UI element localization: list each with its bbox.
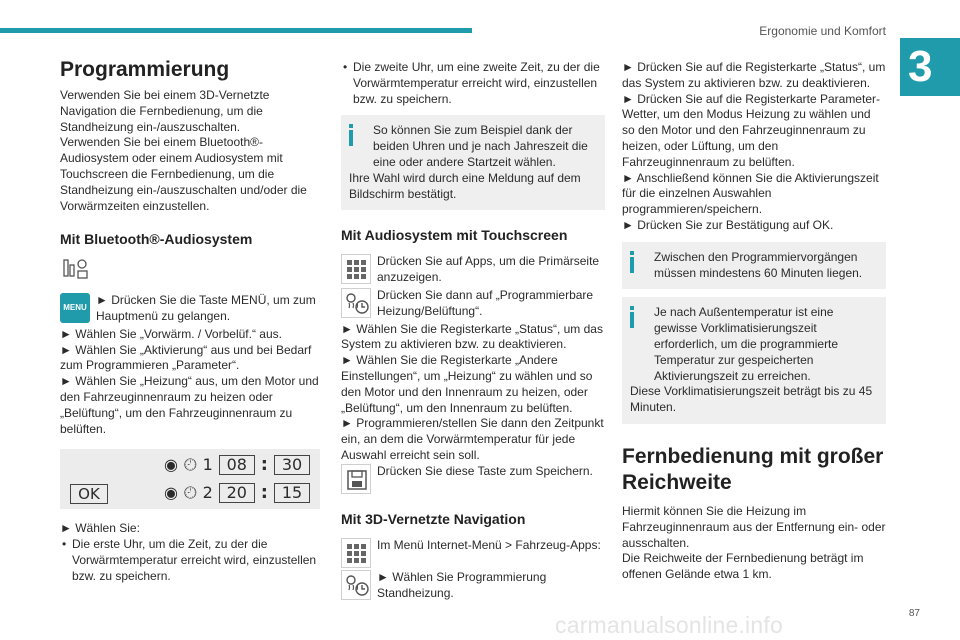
info-box-interval [622, 242, 886, 290]
step-activation-time: ► Anschließend können Sie die Aktivierungszeit für die einzelnen Auswahlen programmieren/speichern. [622, 170, 879, 217]
nav-step-row [341, 570, 605, 602]
step-parameter-wetter: ► Drücken Sie auf die Registerkarte Parameter-Wetter, um den Modus Heizung zu wählen und so den Motor und den Fahrzeuginnenraum zu heizen, oder Lüftung, um den Fahrzeuginnenraum zu belüften. [622, 91, 880, 169]
column-left [60, 50, 320, 585]
step-confirm-ok: ► Drücken Sie zur Bestätigung auf OK. [622, 217, 834, 232]
heading-3d-navigation: Mit 3D-Vernetzte Navigation [341, 510, 526, 527]
info-preconditioning-text-2: Diese Vorklimatisierungszeit beträgt bis zu 45 Minuten. [630, 384, 873, 415]
heating-step-row [341, 288, 605, 320]
info-icon [349, 124, 354, 148]
heading-touchscreen: Mit Audiosystem mit Touchscreen [341, 227, 568, 244]
clock-icon: 🕘︎ [183, 455, 197, 475]
step-select-vorwaerm: ► Wählen Sie „Vorwärm. / Vorbelüf.“ aus. [60, 326, 282, 341]
step-status-tab: ► Wählen Sie die Registerkarte „Status“, um das System zu aktivieren bzw. zu deaktivieren. [341, 321, 603, 352]
intro-paragraph-2: Verwenden Sie bei einem Bluetooth®-Audiosystem oder einem Audiosystem mit Touchscreen die Fernbedienung, um die Standheizung ein-/auszuschalten und/oder die Vorwärmzeiten einzustellen. [60, 135, 307, 213]
save-disk-icon [341, 464, 371, 494]
clock-2-separator: : [260, 482, 268, 504]
apps-step-row [341, 254, 605, 286]
info-box-clocks [341, 115, 605, 210]
radio-selected-icon: ◉ [163, 483, 178, 503]
section-title-fernbedienung: Fernbedienung mit großer Reichweite [622, 444, 884, 494]
clock-1-minute: 30 [274, 455, 310, 475]
heating-ventilation-icon [341, 288, 371, 318]
step-select-aktivierung: ► Wählen Sie „Aktivierung“ aus und bei Bedarf zum Programmieren „Parameter“. [60, 342, 312, 373]
remote-paragraph-2: Die Reichweite der Fernbedienung beträgt im offenen Gelände etwa 1 km. [622, 551, 864, 582]
ok-button-graphic: OK [70, 484, 108, 504]
clock-row-2 [70, 481, 310, 505]
column-right [622, 50, 886, 583]
info-icon [630, 251, 635, 275]
nav-menu-row [341, 538, 605, 568]
clock-1-separator: : [260, 454, 268, 476]
menu-step-row [60, 293, 320, 325]
clock-icon: 🕘︎ [183, 483, 197, 503]
step-press-menu: ► Drücken Sie die Taste MENÜ, um zum Hauptmenü zu gelangen. [96, 293, 316, 323]
info-interval-text: Zwischen den Programmiervorgängen müssen mindestens 60 Minuten liegen. [654, 249, 863, 280]
header-accent-bar [0, 28, 472, 33]
step-select-programmierung: ► Wählen Sie Programmierung Standheizung. [377, 569, 547, 600]
clock-settings-panel [60, 449, 320, 509]
nav-menu-path: Im Menü Internet-Menü > Fahrzeug-Apps: [377, 537, 601, 552]
heating-ventilation-icon [341, 570, 371, 600]
step-select-heizung: ► Wählen Sie „Heizung“ aus, um den Motor und den Fahrzeuginnenraum zu heizen oder „Belüftung“, um den Fahrzeuginnenraum zu belüften. [60, 374, 319, 436]
step-choose: ► Wählen Sie: [60, 521, 140, 536]
choice-list [60, 537, 320, 584]
step-press-apps: Drücken Sie auf Apps, um die Primärseite anzuzeigen. [377, 254, 600, 285]
info-icon [630, 306, 635, 330]
apps-grid-icon [341, 254, 371, 284]
chapter-title: Ergonomie und Komfort [759, 24, 886, 38]
chapter-number: 3 [900, 38, 960, 96]
step-program-time: ► Programmieren/stellen Sie dann den Zeitpunkt ein, an dem die Vorwärmtemperatur für jede Auswahl erreicht sein soll. [341, 416, 604, 462]
info-clocks-text-1: So können Sie zum Beispiel dank der beiden Uhren und je nach Jahreszeit die eine oder andere Startzeit wählen. [373, 123, 588, 169]
choice-first-clock: • Die erste Uhr, um die Zeit, zu der die Vorwärmtemperatur erreicht wird, einzustellen bzw. zu speichern. [60, 537, 320, 584]
apps-grid-icon [341, 538, 371, 568]
heading-bluetooth-audiosystem: Mit Bluetooth®-Audiosystem [60, 231, 253, 248]
watermark: carmanualsonline.info [555, 612, 783, 638]
clock-2-hour: 20 [219, 483, 255, 503]
info-clocks-text-2: Ihre Wahl wird durch eine Meldung auf dem Bildschirm bestätigt. [349, 170, 581, 201]
info-preconditioning-text-1: Je nach Außentemperatur ist eine gewisse Vorklimatisierungszeit erforderlich, um die programmierte Temperatur zur gespeicherten Aktivierungszeit zu erreichen. [654, 305, 839, 383]
clock-1-hour: 08 [219, 455, 255, 475]
step-status-register: ► Drücken Sie auf die Registerkarte „Status“, um das System zu aktivieren bzw. zu deaktivieren. [622, 60, 886, 90]
intro-paragraph-1: Verwenden Sie bei einem 3D-Vernetzte Navigation die Fernbedienung, um die Standheizung ein-/auszuschalten. [60, 88, 270, 134]
choice-list-continued [341, 60, 605, 107]
save-step-row [341, 464, 605, 494]
step-press-save: Drücken Sie diese Taste zum Speichern. [377, 463, 593, 478]
clock-row-1 [70, 453, 310, 477]
clock-2-minute: 15 [274, 483, 310, 503]
info-box-preconditioning [622, 297, 886, 424]
bluetooth-audio-icon [60, 256, 320, 287]
radio-selected-icon: ◉ [163, 455, 178, 475]
page-number: 87 [908, 608, 920, 619]
clock-1-number: 1 [202, 455, 213, 475]
remote-paragraph-1: Hiermit können Sie die Heizung im Fahrzeuginnenraum aus der Entfernung ein- oder ausschalten. [622, 503, 886, 550]
column-middle [341, 50, 605, 603]
step-press-programmierbare: Drücken Sie dann auf „Programmierbare Heizung/Belüftung“. [377, 287, 594, 318]
choice-second-clock: • Die zweite Uhr, um eine zweite Zeit, zu der die Vorwärmtemperatur erreicht wird, einzustellen bzw. zu speichern. [341, 60, 605, 107]
menu-button-icon: MENU [60, 293, 90, 323]
clock-2-number: 2 [202, 483, 213, 503]
step-other-settings: ► Wählen Sie die Registerkarte „Andere Einstellungen“, um „Heizung“ zu wählen und so den Motor und den Innenraum zu heizen, oder „Belüftung“, um den Innenraum zu belüften. [341, 353, 593, 415]
section-title-programmierung: Programmierung [60, 58, 230, 81]
